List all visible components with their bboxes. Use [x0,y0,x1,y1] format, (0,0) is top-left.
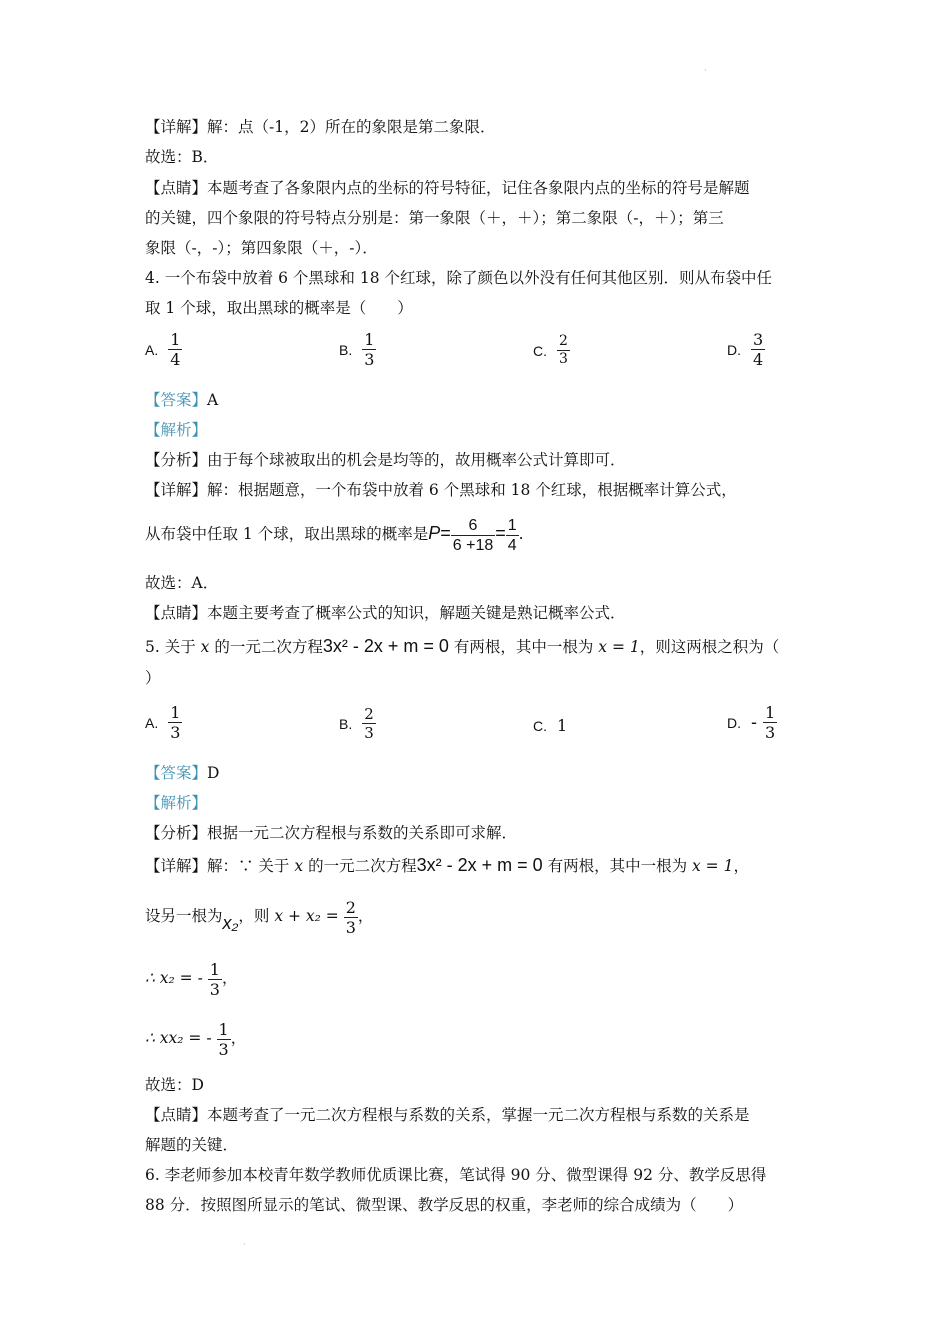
q4-option-d [727,330,765,369]
option-fraction: 1 4 [170,330,181,369]
q4-analysis-tag: 【解析】 [145,421,208,439]
q5-option-a [145,703,182,742]
option-label: C. [533,717,547,734]
option-fraction: 1 3 [765,703,776,742]
page-mark-top: · [704,66,707,75]
option-value: 1 [557,716,568,735]
option-sign: - [751,712,757,732]
q4-option-c [533,333,570,368]
q5-stem-line-2: ） [145,669,161,687]
option-fraction: 2 3 [364,705,374,742]
q4-option-b [339,330,376,369]
q5-option-b [339,705,376,742]
option-label: D. [727,714,741,731]
q3-comment-line-2: 的关键，四个象限的符号特点分别是：第一象限（＋，＋）；第二象限（-，＋）；第三 [145,209,724,227]
q5-choose: 故选：D [145,1076,204,1094]
q5-analysis-tag: 【解析】 [145,794,208,812]
q5-option-d [727,703,777,742]
q5-fenxi: 【分析】根据一元二次方程根与系数的关系即可求解． [145,824,518,842]
option-label: A. [145,341,159,358]
option-label: B. [339,341,353,358]
q4-option-a [145,330,182,369]
option-label: C. [533,342,547,359]
q5-therefore-2: ∴ xx₂ = - $\frac{1}{3}$ ， [145,1019,247,1059]
page-mark-bottom: · [243,1240,246,1249]
q4-choose: 故选：A． [145,574,219,592]
option-fraction: 1 3 [170,703,181,742]
q3-detail: 【详解】解：点（-1，2）所在的象限是第二象限． [145,118,496,136]
q5-comment-line-2: 解题的关键． [145,1136,239,1154]
q5-detail-line-1: 【详解】解：∵ 关于 x 的一元二次方程3x² - 2x + m = 0 有两根，其中一根为 x = 1， [145,855,749,875]
option-fraction: 2 3 [559,333,568,367]
option-fraction: 3 4 [753,330,764,369]
option-label: A. [145,714,159,731]
q6-stem-line-2: 88 分．按照图所显示的笔试、微型课、教学反思的权重，李老师的综合成绩为（ ） [145,1196,744,1214]
q4-detail-line-1: 【详解】解：根据题意，一个布袋中放着 6 个黑球和 18 个红球，根据概率计算公式， [145,481,737,499]
q4-stem-line-1: 4. 一个布袋中放着 6 个黑球和 18 个红球，除了颜色以外没有任何其他区别．则从布袋中任 [145,269,773,287]
option-fraction: 1 3 [364,330,375,369]
q5-stem-line-1: 5. 关于 x 的一元二次方程3x² - 2x + m = 0 有两根，其中一根为 x = 1，则这两根之积为（ [145,636,780,656]
q6-stem-line-1: 6. 李老师参加本校青年数学教师优质课比赛，笔试得 90 分、微型课得 92 分、教学反思得 [145,1166,767,1184]
option-label: D. [727,341,741,358]
option-label: B. [339,715,353,732]
q5-option-c [533,716,567,735]
q3-choose: 故选：B． [145,148,219,166]
q5-answer: 【答案】D [145,764,220,782]
q4-fenxi: 【分析】由于每个球被取出的机会是均等的，故用概率公式计算即可． [145,451,626,469]
q5-therefore-1: ∴ x₂ = - $\frac{1}{3}$ ， [145,959,238,999]
q3-comment-line-1: 【点睛】本题考查了各象限内点的坐标的符号特征，记住各象限内点的坐标的符号是解题 [145,179,750,197]
q5-set-root: 设另一根为x₂，则 x + x₂ = $\frac{2}{3}$ ， [145,897,374,937]
q4-answer: 【答案】A [145,391,219,409]
q5-comment-line-1: 【点睛】本题考查了一元二次方程根与系数的关系，掌握一元二次方程根与系数的关系是 [145,1106,750,1124]
q4-detail-line-2: 从布袋中任取 1 个球，取出黑球的概率是P= $\frac{6}{6 +18}$ = $\frac{1}{4}$ . [145,516,524,554]
q3-comment-line-3: 象限（-，-）；第四象限（＋，-）． [145,239,378,257]
q4-stem-line-2: 取 1 个球，取出黑球的概率是（ ） [145,299,413,317]
q4-comment: 【点睛】本题主要考查了概率公式的知识，解题关键是熟记概率公式． [145,604,626,622]
